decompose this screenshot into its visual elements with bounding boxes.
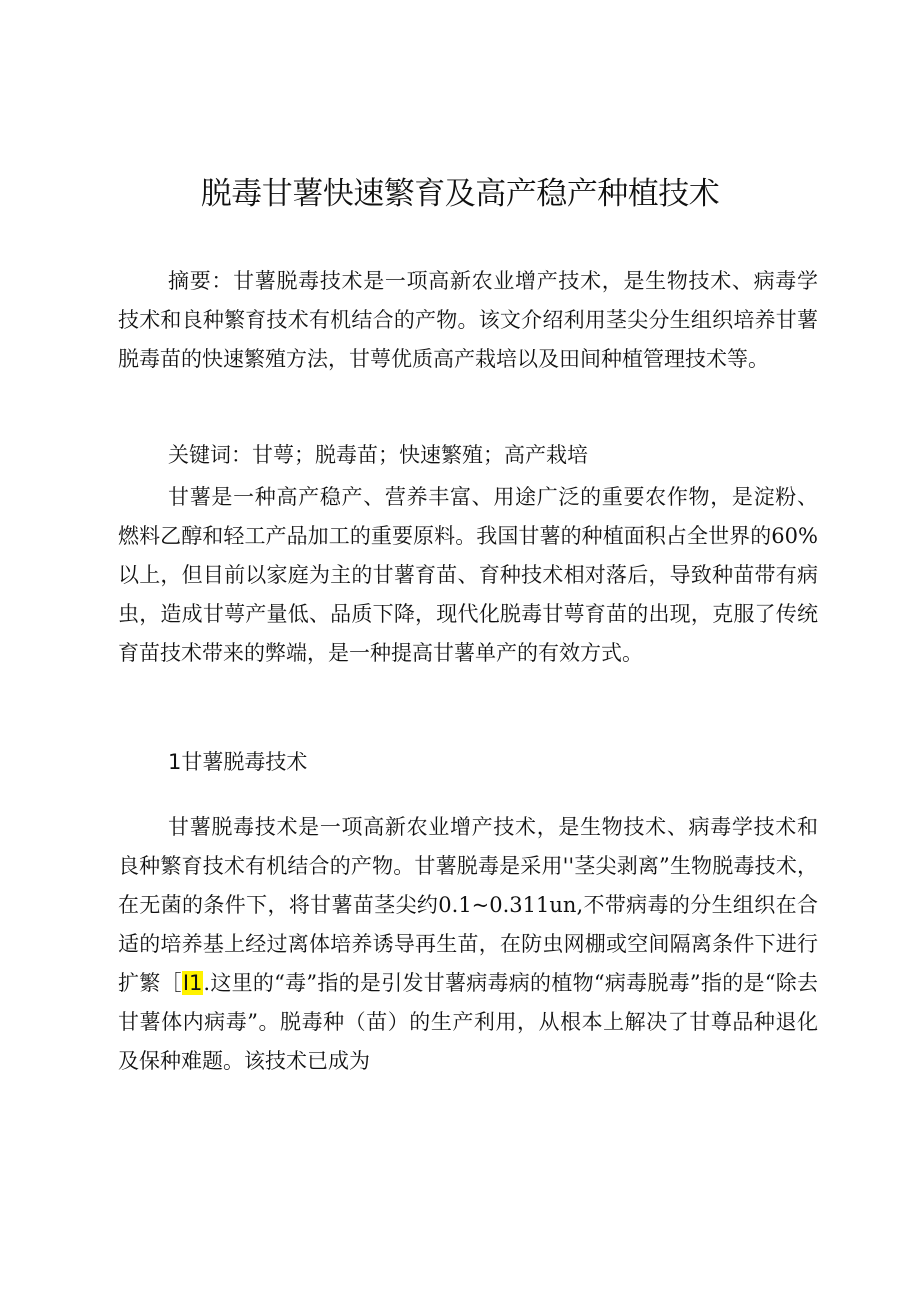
body-text-after-highlight: .这里的“毒”指的是引发甘薯病毒病的植物“病毒脱毒”指的是“除去甘薯体内病毒”。脱毒种（苗）的生产利用，从根本上解决了甘尊品种退化及保种难题。该技术已成为 [118, 971, 819, 1073]
body-paragraph [118, 808, 818, 1081]
document-title: 脱毒甘薯快速繁育及高产稳产种植技术 [200, 176, 720, 212]
section-heading: 1甘薯脱毒技术 [168, 750, 308, 774]
abstract-paragraph: 摘要：甘薯脱毒技术是一项高新农业增产技术，是生物技术、病毒学技术和良种繁育技术有机结合的产物。该文介绍利用茎尖分生组织培养甘薯脱毒苗的快速繁殖方法，甘萼优质高产栽培以及田间种植管理技术等。 [118, 269, 818, 371]
highlighted-citation: I1 [182, 971, 203, 995]
keywords-line: 关键词：甘萼；脱毒苗；快速繁殖；高产栽培 [168, 443, 588, 467]
body-text-before-highlight: 甘薯脱毒技术是一项高新农业增产技术，是生物技术、病毒学技术和良种繁育技术有机结合的产物。甘薯脱毒是采用''茎尖剥离”生物脱毒技术，在无菌的条件下，将甘薯苗茎尖约0.1~0.311un,不带病毒的分生组织在合适的培养基上经过离体培养诱导再生苗，在防虫网棚或空间隔离条件下进行扩繁［ [118, 815, 818, 995]
intro-paragraph: 甘薯是一种高产稳产、营养丰富、用途广泛的重要农作物，是淀粉、燃料乙醇和轻工产品加工的重要原料。我国甘薯的种植面积占全世界的60%以上，但目前以家庭为主的甘薯育苗、育种技术相对落后，导致种苗带有病虫，造成甘萼产量低、品质下降，现代化脱毒甘萼育苗的出现，克服了传统育苗技术带来的弊端，是一种提高甘薯单产的有效方式。 [118, 485, 818, 665]
